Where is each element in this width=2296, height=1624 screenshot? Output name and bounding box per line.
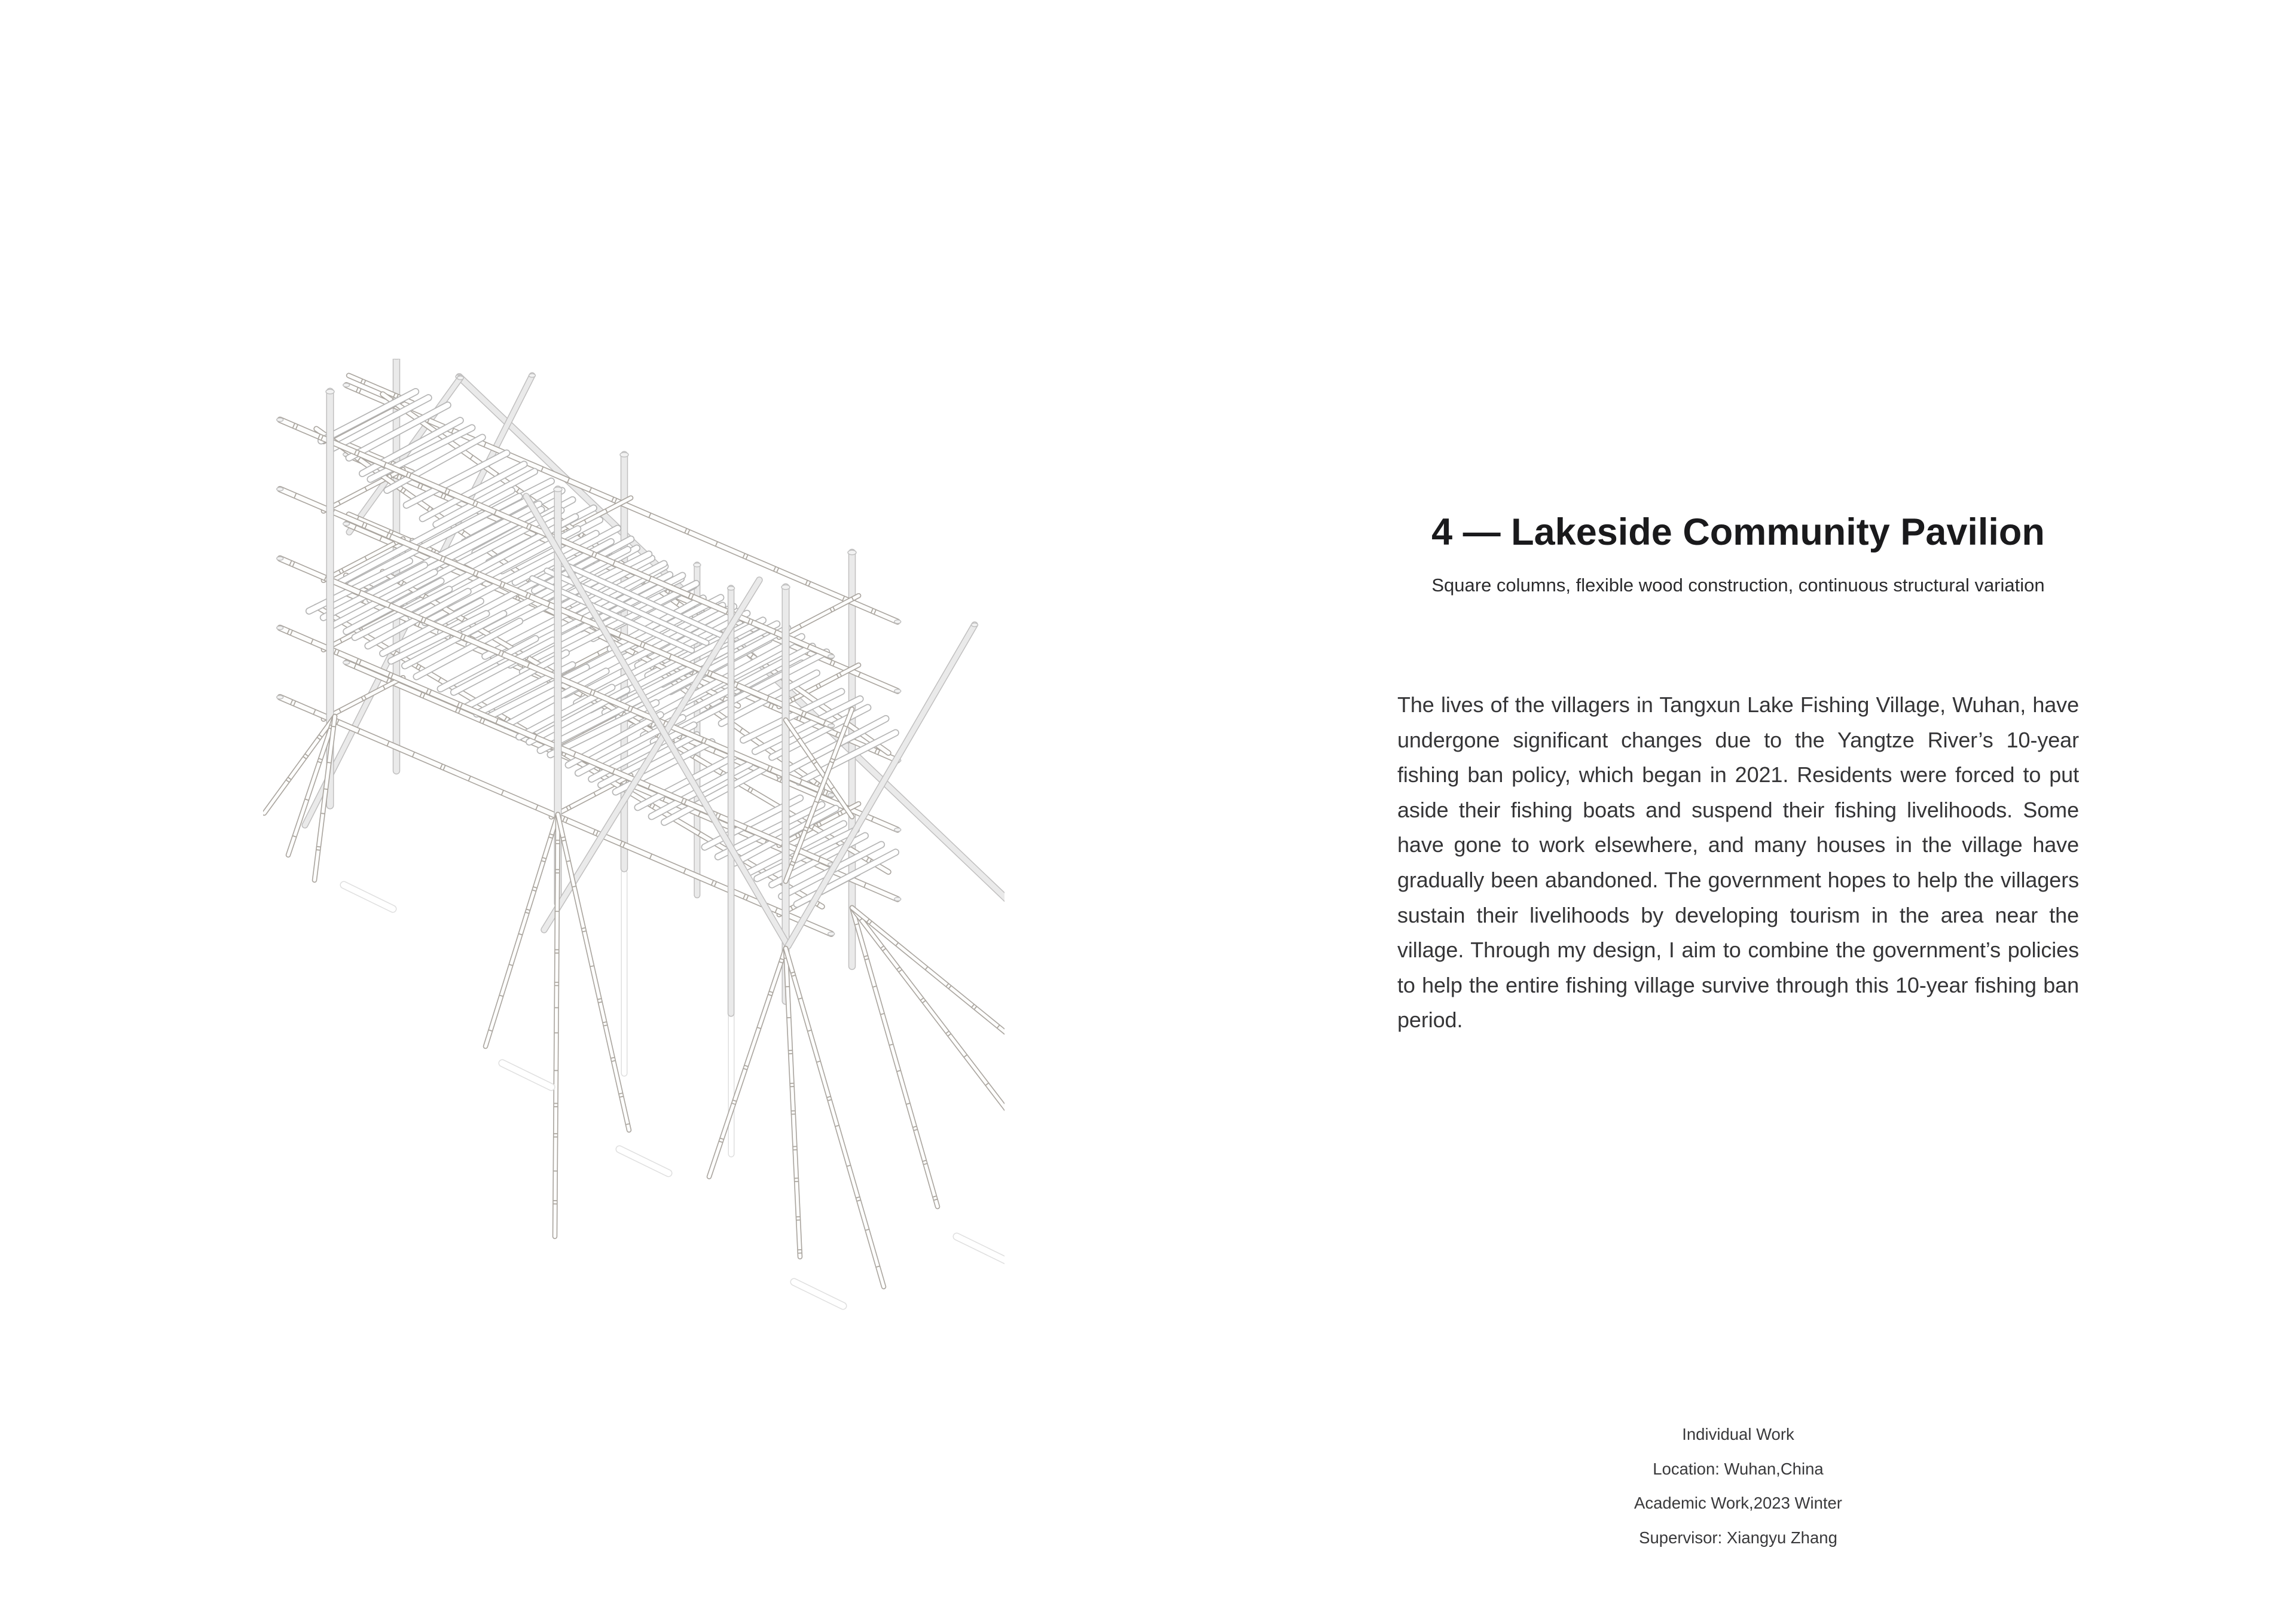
project-description: The lives of the villagers in Tangxun Lake Fishing Village, Wuhan, have undergone significant changes due to the Yangtze River’s 10-year fishing ban policy, which began in 2021. Residents were forced to put aside their fishing boats and suspend their fishing livelihoods. Some have gone to work elsewhere, and many houses in the village have gradually been abandoned. The government hopes to help the villagers sustain their livelihoods by developing tourism in the area near the village. Through my design, I aim to combine the government’s policies to help the entire fishing village survive through this 10-year fishing ban period. (1397, 692, 2079, 1033)
credit-line-location: Location: Wuhan,China (1653, 1459, 1824, 1478)
project-credits (1397, 1417, 2079, 1555)
credit-line-supervisor: Supervisor: Xiangyu Zhang (1639, 1528, 1837, 1547)
scaffold-structure-illustration (263, 359, 1004, 1315)
credit-line-work-type: Individual Work (1682, 1425, 1794, 1443)
axonometric-drawing (263, 359, 1004, 1315)
project-title: 4 — Lakeside Community Pavilion (1431, 511, 2045, 553)
credit-line-academic: Academic Work,2023 Winter (1634, 1494, 1842, 1512)
project-subtitle: Square columns, flexible wood construction, continuous structural variation (1431, 575, 2045, 596)
